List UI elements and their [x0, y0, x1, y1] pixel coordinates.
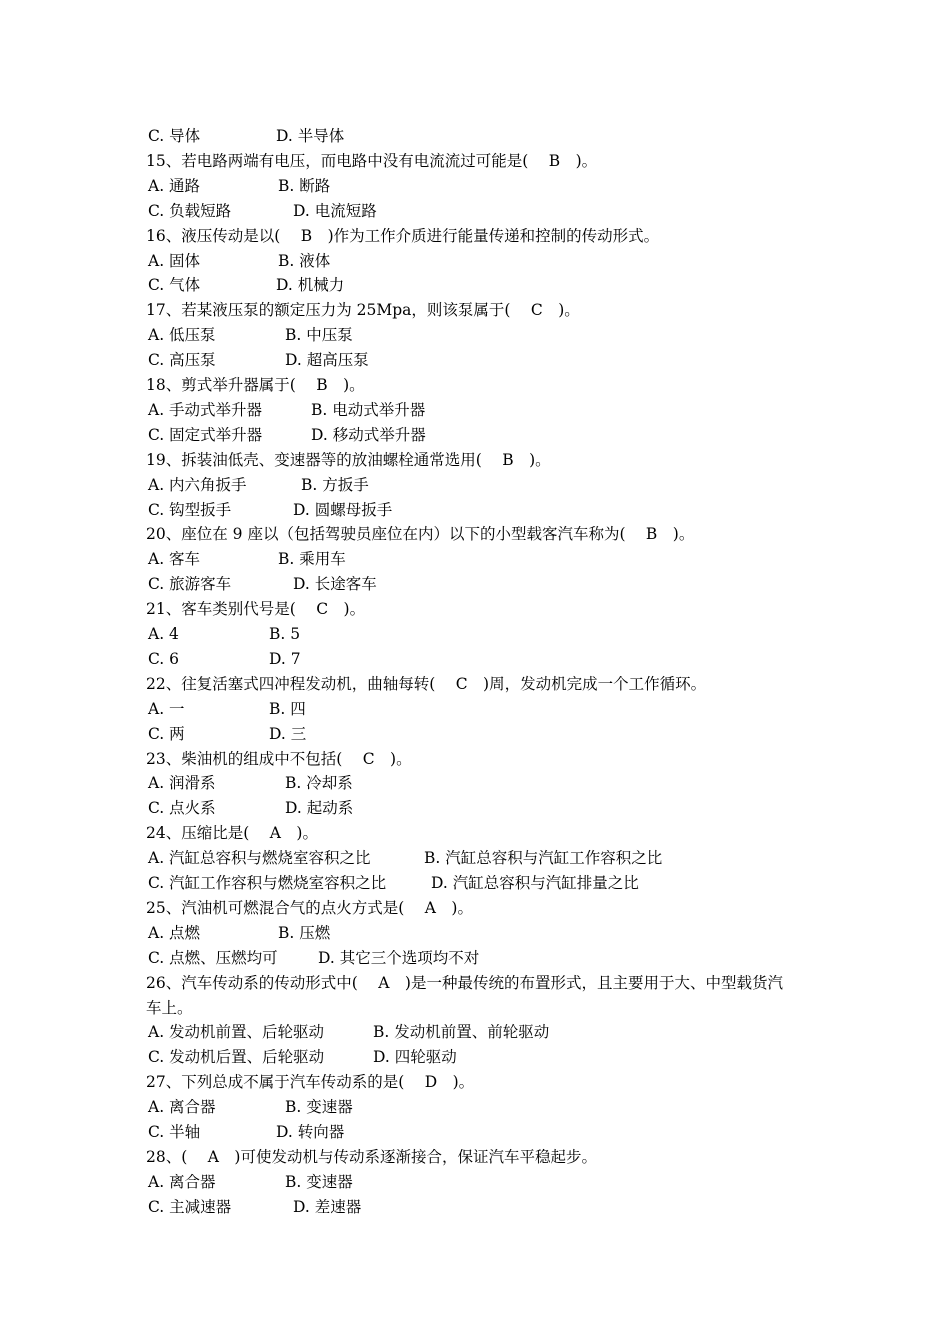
question-line: 20、座位在 9 座以（包括驾驶员座位在内）以下的小型载客汽车称为( B )。	[146, 525, 695, 544]
option-right: D. 差速器	[293, 1197, 362, 1216]
option-right: D. 转向器	[276, 1123, 345, 1141]
option-left: A. 离合器	[148, 1098, 216, 1117]
option-left: A. 汽缸总容积与燃烧室容积之比	[148, 849, 371, 868]
option-right: B. 乘用车	[278, 550, 346, 569]
options-line	[148, 475, 369, 495]
question-line: 25、汽油机可燃混合气的点火方式是( A )。	[146, 898, 473, 917]
question-line: 24、压缩比是( A )。	[146, 824, 318, 843]
option-right: D. 移动式举升器	[311, 425, 426, 444]
option-right: D. 四轮驱动	[373, 1048, 457, 1067]
question-line: 21、客车类别代号是( C )。	[146, 600, 366, 619]
option-right: B. 5	[269, 625, 301, 643]
option-right: D. 超高压泵	[285, 351, 369, 370]
options-line	[148, 201, 377, 221]
option-right: B. 电动式举升器	[311, 400, 426, 419]
options-line	[148, 1172, 353, 1192]
options-line	[148, 251, 331, 271]
option-left: A. 点燃	[148, 923, 201, 942]
options-line	[148, 724, 307, 744]
question-line: 28、( A )可使发动机与传动系逐渐接合，保证汽车平稳起步。	[146, 1147, 597, 1166]
options-line	[148, 574, 377, 594]
question-line: 23、柴油机的组成中不包括( C )。	[146, 749, 412, 768]
option-left: A. 润滑系	[148, 774, 216, 793]
option-left: C. 气体	[148, 276, 201, 295]
option-left: C. 汽缸工作容积与燃烧室容积之比	[148, 874, 387, 892]
option-left: C. 两	[148, 724, 185, 743]
options-line	[148, 1197, 362, 1217]
question-line: 19、拆装油低壳、变速器等的放油螺栓通常选用( B )。	[146, 450, 551, 469]
option-left: C. 导体	[148, 127, 201, 145]
option-left: C. 点燃、压燃均可	[148, 948, 278, 967]
option-left: A. 低压泵	[148, 326, 216, 345]
option-right: D. 汽缸总容积与汽缸排量之比	[431, 874, 639, 892]
question-line: 22、往复活塞式四冲程发动机，曲轴每转( C )周，发动机完成一个工作循环。	[146, 674, 707, 693]
option-right: D. 电流短路	[293, 201, 377, 220]
option-right: D. 三	[269, 724, 307, 743]
option-left: C. 钩型扳手	[148, 500, 232, 519]
option-left: C. 点火系	[148, 799, 216, 818]
option-right: D. 起动系	[285, 799, 354, 818]
question-line: 车上。	[146, 998, 193, 1017]
options-line	[148, 848, 663, 868]
option-left: C. 主减速器	[148, 1197, 232, 1216]
option-left: C. 旅游客车	[148, 575, 232, 594]
options-line	[148, 549, 346, 569]
options-line	[148, 649, 301, 669]
option-right: D. 机械力	[276, 276, 345, 295]
options-line	[148, 275, 345, 295]
options-line	[148, 798, 354, 818]
option-left: A. 通路	[148, 176, 201, 195]
option-left: C. 发动机后置、后轮驱动	[148, 1048, 325, 1067]
option-right: D. 圆螺母扳手	[293, 500, 393, 519]
option-right: B. 压燃	[278, 923, 331, 942]
option-right: B. 中压泵	[285, 326, 353, 345]
option-right: D. 其它三个选项均不对	[318, 948, 480, 967]
question-line: 16、液压传动是以( B )作为工作介质进行能量传递和控制的传动形式。	[146, 226, 660, 245]
option-left: C. 固定式举升器	[148, 425, 263, 444]
question-line: 15、若电路两端有电压，而电路中没有电流流过可能是( B )。	[146, 151, 598, 170]
option-right: B. 断路	[278, 176, 331, 195]
question-line: 27、下列总成不属于汽车传动系的是( D )。	[146, 1073, 475, 1092]
options-line	[148, 425, 426, 445]
option-left: A. 客车	[148, 550, 201, 569]
option-right: B. 发动机前置、前轮驱动	[373, 1023, 550, 1042]
options-line	[148, 624, 301, 644]
option-right: B. 方扳手	[301, 475, 369, 494]
question-line: 17、若某液压泵的额定压力为 25Mpa，则该泵属于( C )。	[146, 301, 580, 320]
option-left: C. 半轴	[148, 1123, 201, 1141]
options-line	[148, 1122, 345, 1142]
option-left: C. 高压泵	[148, 351, 216, 370]
options-line	[148, 126, 345, 146]
option-left: A. 发动机前置、后轮驱动	[148, 1023, 325, 1042]
option-right: D. 7	[269, 649, 301, 668]
options-line	[148, 325, 353, 345]
option-right: B. 四	[269, 699, 306, 718]
option-right: B. 变速器	[285, 1098, 353, 1117]
option-left: A. 手动式举升器	[148, 400, 263, 419]
option-right: B. 变速器	[285, 1172, 353, 1191]
options-line	[148, 176, 331, 196]
options-line	[148, 1097, 353, 1117]
options-line	[148, 500, 393, 520]
option-right: B. 液体	[278, 251, 331, 270]
options-line	[148, 873, 639, 893]
option-left: A. 离合器	[148, 1172, 216, 1191]
options-line	[148, 350, 369, 370]
options-line	[148, 1047, 457, 1067]
options-line	[148, 1022, 550, 1042]
option-left: A. 内六角扳手	[148, 475, 247, 494]
option-left: A. 4	[148, 625, 179, 643]
option-left: A. 一	[148, 699, 185, 718]
options-line	[148, 699, 306, 719]
option-right: D. 长途客车	[293, 575, 377, 594]
options-line	[148, 923, 331, 943]
option-right: B. 汽缸总容积与汽缸工作容积之比	[424, 849, 663, 868]
option-right: B. 冷却系	[285, 774, 353, 793]
question-line: 18、剪式举升器属于( B )。	[146, 376, 365, 394]
option-left: C. 6	[148, 649, 180, 668]
options-line	[148, 400, 426, 420]
question-line: 26、汽车传动系的传动形式中( A )是一种最传统的布置形式，且主要用于大、中型载货汽	[146, 973, 783, 992]
options-line	[148, 773, 353, 793]
option-left: C. 负载短路	[148, 201, 232, 220]
option-left: A. 固体	[148, 251, 201, 270]
options-line	[148, 948, 480, 968]
option-right: D. 半导体	[276, 127, 345, 145]
